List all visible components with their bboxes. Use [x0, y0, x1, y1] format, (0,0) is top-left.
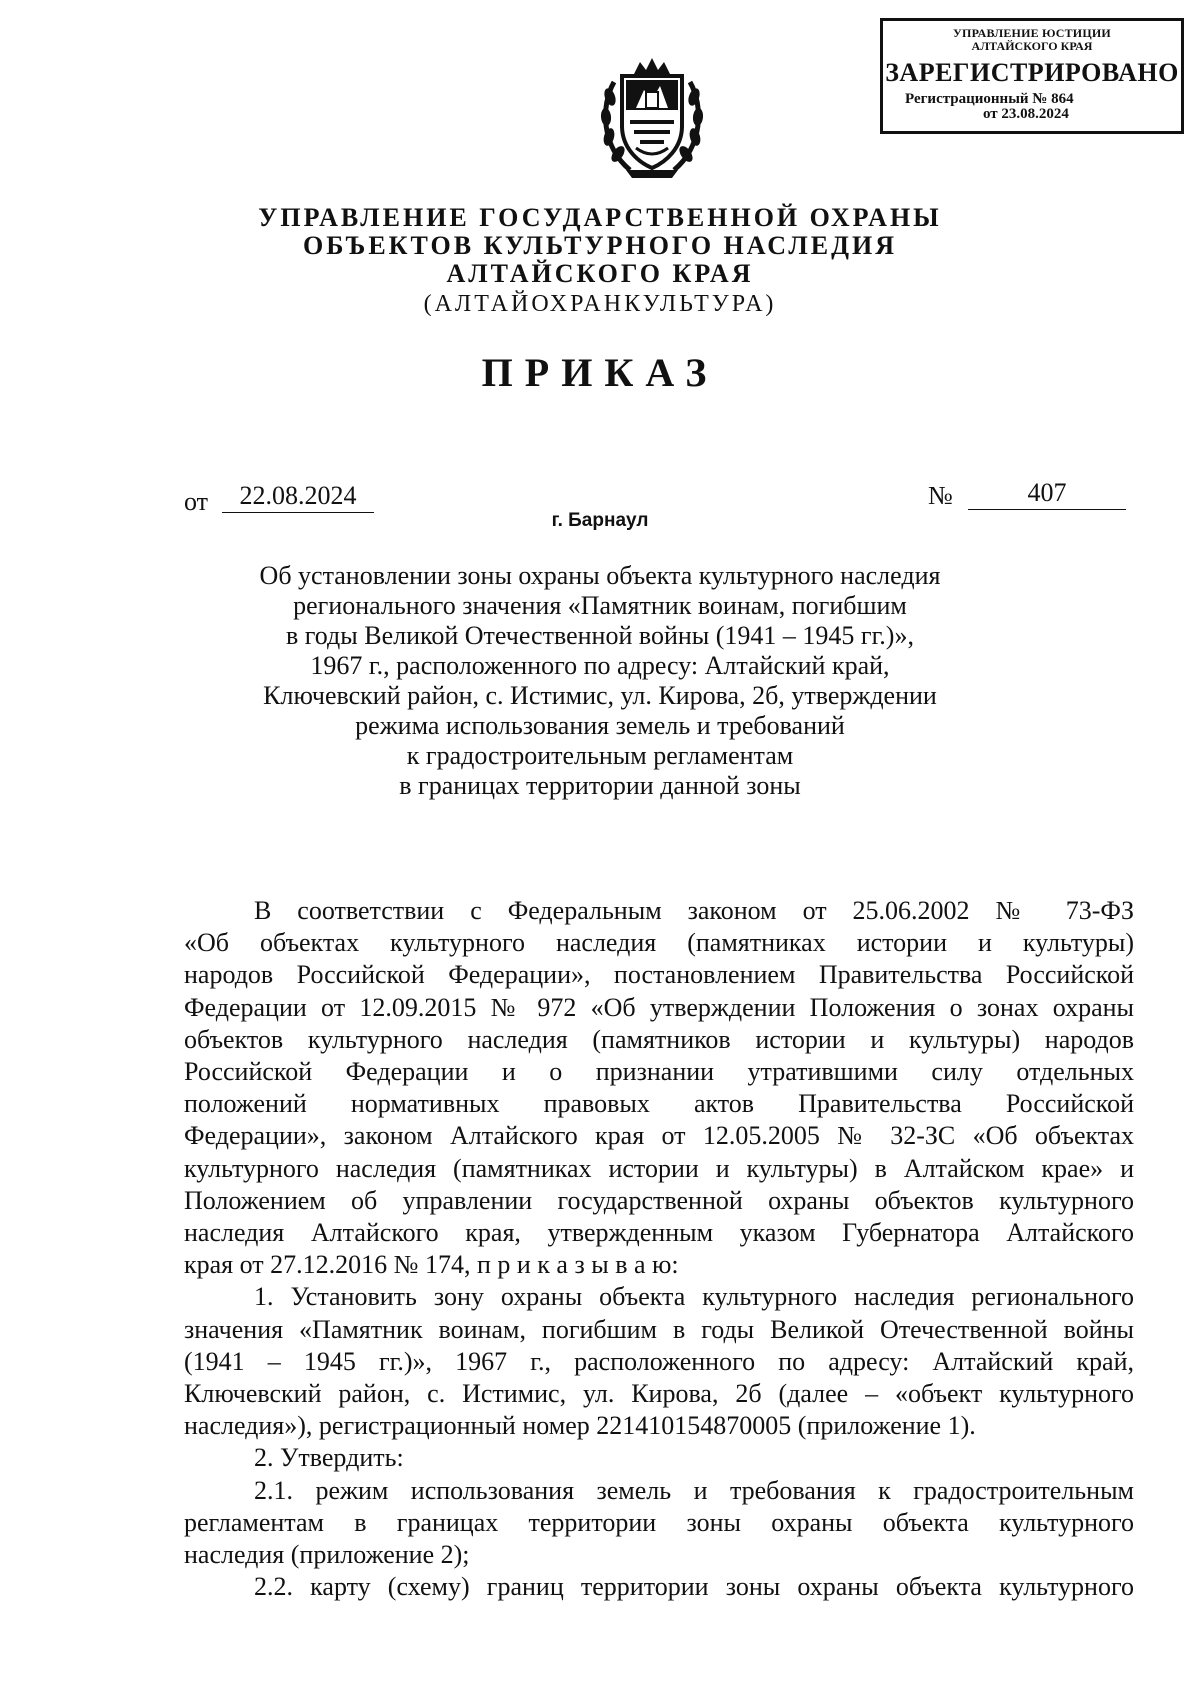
coat-of-arms-icon	[596, 52, 708, 184]
clause-2-2-line: 2.2. карту (схему) границ территории зоны охраны объекта культурного	[254, 1572, 1134, 1602]
subject-line: Об установлении зоны охраны объекта культурного наследия	[259, 561, 941, 590]
body-line: Российской Федерации и о признании утратившими силу отдельных	[184, 1057, 1134, 1087]
body-line: В соответствии с Федеральным законом от 25.06.2002 № 73-ФЗ	[254, 896, 1134, 925]
body-line: народов Российской Федерации», постановлением Правительства Российской	[184, 960, 1134, 990]
subject-line: 1967 г., расположенного по адресу: Алтайский край,	[310, 651, 890, 680]
body-line: Федерации», законом Алтайского края от 12.05.2005 № 32-ЗС «Об объектах	[184, 1121, 1134, 1151]
agency-short-name: (АЛТАЙОХРАНКУЛЬТУРА)	[423, 291, 777, 317]
subject-line: к градостроительным регламентам	[406, 741, 794, 770]
clause-2-1-line: регламентам в границах территории зоны охраны объекта культурного	[184, 1507, 1134, 1537]
subject-line: в границах территории данной зоны	[399, 771, 801, 800]
clause-1-line: наследия»), регистрационный номер 221410154870005 (приложение 1).	[184, 1411, 976, 1441]
number-label: №	[928, 481, 953, 510]
clause-1-line: (1941 – 1945 гг.)», 1967 г., расположенного по адресу: Алтайский край,	[184, 1346, 1134, 1376]
stamp-status: ЗАРЕГИСТРИРОВАНО	[885, 58, 1179, 87]
date-label: от	[184, 487, 209, 516]
clause-1-line: Ключевский район, с. Истимис, ул. Кирова, 2б (далее – «объект культурного	[184, 1379, 1134, 1409]
document-subject	[200, 561, 1000, 801]
registration-stamp	[880, 18, 1184, 134]
clause-1-line: 1. Установить зону охраны объекта культурного наследия регионального	[254, 1282, 1134, 1312]
stamp-reg-date: от 23.08.2024	[983, 106, 1069, 122]
body-line: культурного наследия (памятниках истории и культуры) в Алтайском крае» и	[184, 1153, 1134, 1183]
subject-line: режима использования земель и требований	[355, 711, 845, 740]
document-body	[184, 895, 1134, 1603]
agency-name-line3: АЛТАЙСКОГО КРАЯ	[446, 259, 754, 288]
clause-2-line: 2. Утвердить:	[254, 1443, 404, 1473]
body-line: Положением об управлении государственной охраны объектов культурного	[184, 1185, 1134, 1215]
stamp-reg-number: Регистрационный № 864	[905, 91, 1074, 107]
subject-line: Ключевский район, с. Истимис, ул. Кирова, 2б, утверждении	[263, 681, 937, 710]
city: г. Барнаул	[551, 510, 649, 531]
document-date: 22.08.2024	[222, 480, 374, 513]
document-number: 407	[968, 477, 1126, 510]
subject-line: регионального значения «Памятник воинам, погибшим	[293, 591, 907, 620]
document-type: ПРИКАЗ	[481, 350, 719, 395]
body-line: наследия Алтайского края, утвержденным указом Губернатора Алтайского	[184, 1218, 1134, 1248]
agency-name-line2: ОБЪЕКТОВ КУЛЬТУРНОГО НАСЛЕДИЯ	[303, 231, 897, 260]
body-line: края от 27.12.2016 № 174, п р и к а з ы в а ю:	[184, 1250, 679, 1280]
subject-line: в годы Великой Отечественной войны (1941 – 1945 гг.)»,	[286, 621, 914, 650]
clause-2-1-line: 2.1. режим использования земель и требования к градостроительным	[254, 1475, 1134, 1505]
agency-name-line1: УПРАВЛЕНИЕ ГОСУДАРСТВЕННОЙ ОХРАНЫ	[258, 203, 942, 232]
body-line: «Об объектах культурного наследия (памятниках истории и культуры)	[184, 928, 1134, 958]
body-line: положений нормативных правовых актов Правительства Российской	[184, 1089, 1134, 1119]
stamp-authority-line1: УПРАВЛЕНИЕ ЮСТИЦИИ	[953, 26, 1111, 40]
clause-1-line: значения «Памятник воинам, погибшим в годы Великой Отечественной войны	[184, 1314, 1134, 1344]
stamp-authority-line2: АЛТАЙСКОГО КРАЯ	[971, 39, 1093, 53]
body-line: объектов культурного наследия (памятников истории и культуры) народов	[184, 1024, 1134, 1054]
clause-2-1-line: наследия (приложение 2);	[184, 1540, 470, 1570]
body-line: Федерации от 12.09.2015 № 972 «Об утверждении Положения о зонах охраны	[184, 992, 1134, 1022]
